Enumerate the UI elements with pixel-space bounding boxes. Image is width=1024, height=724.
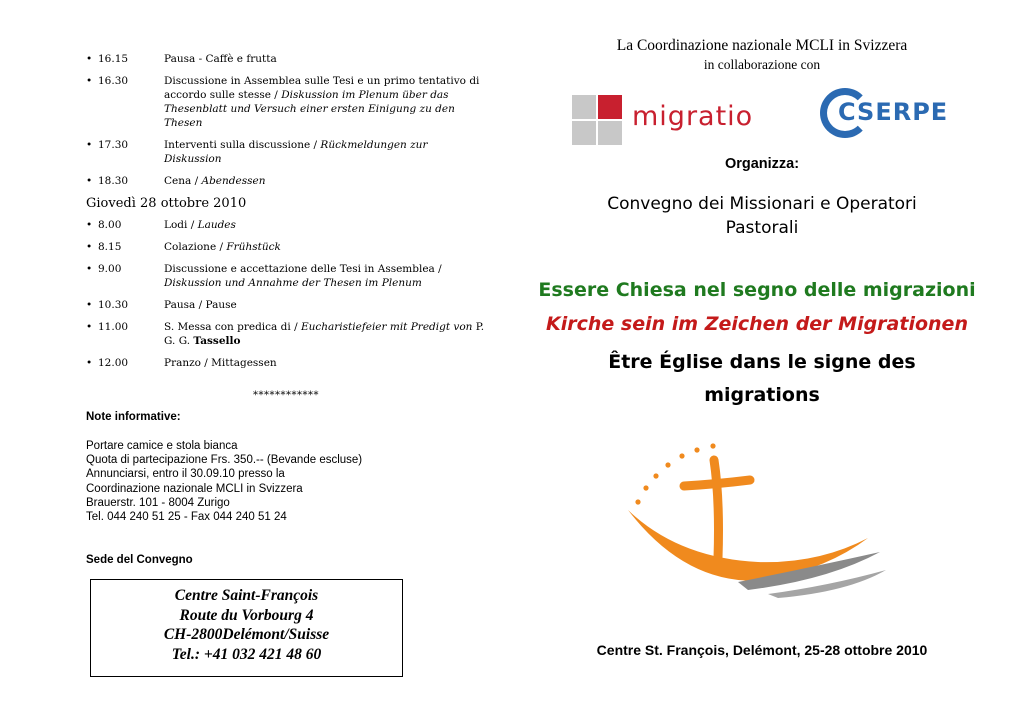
- schedule-desc: [164, 240, 486, 254]
- note-line: Coordinazione nazionale MCLI in Svizzera: [86, 482, 303, 495]
- bullet-icon: •: [86, 219, 93, 231]
- schedule-desc: [164, 74, 486, 130]
- schedule-text-de: Rückmeldungen zur Diskussion: [164, 139, 428, 165]
- schedule-time: 12.00: [98, 357, 129, 369]
- bullet-icon: •: [86, 175, 93, 187]
- schedule-item: [86, 356, 486, 370]
- note-line: Portare camice e stola bianca: [86, 440, 238, 452]
- schedule-text-de: Eucharistiefeier mit Predigt von: [300, 321, 473, 333]
- boat-cross-emblem-icon: [618, 440, 908, 600]
- schedule-list-evening: [86, 52, 486, 188]
- schedule-item: [86, 298, 486, 312]
- venue-line: Centre Saint-François: [174, 587, 319, 604]
- bullet-icon: •: [86, 241, 93, 253]
- schedule-text: Lodi /: [164, 219, 198, 231]
- schedule-time: 16.15: [98, 53, 129, 65]
- schedule-desc: [164, 262, 486, 290]
- schedule-text: Pranzo / Mittagessen: [164, 357, 277, 369]
- preacher-name: Tassello: [193, 335, 241, 347]
- day-title: Giovedì 28 ottobre 2010: [86, 196, 247, 211]
- schedule-time: 18.30: [98, 175, 129, 187]
- bullet-icon: •: [86, 321, 93, 333]
- schedule-desc: [164, 138, 486, 166]
- bullet-icon: •: [86, 263, 93, 275]
- schedule-item: [86, 218, 486, 232]
- schedule-desc: [164, 174, 486, 188]
- note-line: Quota di partecipazione Frs. 350.-- (Bevande escluse): [86, 454, 363, 467]
- cserpe-wordmark: CSERPE: [838, 98, 949, 126]
- schedule-text-de: Frühstück: [226, 241, 281, 253]
- schedule-text: S. Messa con predica di /: [164, 321, 301, 333]
- schedule-item: [86, 320, 486, 348]
- cserpe-logo: [820, 88, 949, 140]
- schedule-time: 9.00: [98, 263, 122, 275]
- schedule-list-thursday: [86, 218, 486, 370]
- schedule-text: Pausa - Caffè e frutta: [164, 53, 277, 65]
- venue-heading: Sede del Convegno: [86, 554, 193, 567]
- schedule-text: Cena /: [164, 175, 202, 187]
- schedule-item: [86, 74, 486, 130]
- migratio-logo: [572, 95, 752, 151]
- venue-line: Route du Vorbourg 4: [179, 606, 314, 624]
- notes-body: [86, 439, 486, 524]
- schedule-desc: [164, 218, 486, 232]
- schedule-desc: [164, 298, 486, 312]
- venue-line: CH-2800Delémont/Suisse: [163, 626, 330, 643]
- program-column: [86, 52, 486, 566]
- bullet-icon: •: [86, 357, 93, 369]
- event-footer: Centre St. François, Delémont, 25-28 ottobre 2010: [596, 642, 928, 658]
- schedule-text: Discussione e accettazione delle Tesi in Assemblea /: [164, 263, 442, 275]
- organizza-label: Organizza:: [724, 156, 800, 172]
- schedule-time: 11.00: [98, 321, 129, 333]
- title-french-line: Être Église dans le signe des: [608, 351, 916, 373]
- organizer-line: La Coordinazione nazionale MCLI in Svizzera: [616, 37, 908, 54]
- schedule-text-tail: P. G. G.: [164, 321, 485, 347]
- schedule-text: Colazione /: [164, 241, 227, 253]
- schedule-time: 8.00: [98, 219, 122, 231]
- notes-heading: Note informative:: [86, 411, 181, 423]
- separator-stars: ************: [253, 390, 319, 401]
- schedule-text: Discussione in Assemblea sulle Tesi e un primo tentativo di accordo sulle stesse /: [164, 75, 480, 101]
- schedule-desc: [164, 52, 486, 66]
- event-name: [560, 192, 964, 240]
- schedule-item: [86, 240, 486, 254]
- schedule-text-de: Diskussion und Annahme der Thesen im Plenum: [164, 277, 422, 289]
- title-french-line: migrations: [704, 384, 820, 406]
- venue-box: [90, 579, 403, 677]
- bullet-icon: •: [86, 139, 93, 151]
- schedule-time: 17.30: [98, 139, 129, 151]
- schedule-desc: [164, 320, 486, 348]
- schedule-item: [86, 262, 486, 290]
- schedule-text: Pausa / Pause: [164, 299, 237, 311]
- title-french: [560, 346, 964, 412]
- venue-line: Tel.: +41 032 421 48 60: [171, 645, 322, 663]
- schedule-item: [86, 174, 486, 188]
- schedule-time: 8.15: [98, 241, 122, 253]
- schedule-text-de: Diskussion im Plenum über das Thesenblatt und Versuch einer ersten Einigung zu den Thesen: [164, 89, 455, 129]
- bullet-icon: •: [86, 299, 93, 311]
- schedule-time: 16.30: [98, 75, 129, 87]
- title-italian: Essere Chiesa nel segno delle migrazioni: [538, 279, 976, 301]
- schedule-item: [86, 52, 486, 66]
- schedule-text-de: Laudes: [197, 219, 236, 231]
- schedule-text-de: Abendessen: [201, 175, 266, 187]
- event-name-line: Pastorali: [725, 218, 799, 238]
- event-name-line: Convegno dei Missionari e Operatori: [607, 194, 917, 214]
- migratio-wordmark: migratio: [632, 101, 754, 132]
- schedule-text: Interventi sulla discussione /: [164, 139, 321, 151]
- schedule-time: 10.30: [98, 299, 129, 311]
- note-line: Tel. 044 240 51 25 - Fax 044 240 51 24: [86, 511, 287, 524]
- note-line: Brauerstr. 101 - 8004 Zurigo: [86, 496, 230, 509]
- bullet-icon: •: [86, 53, 93, 65]
- migratio-grid-icon: [572, 95, 626, 149]
- schedule-desc: [164, 356, 486, 370]
- schedule-item: [86, 138, 486, 166]
- title-german: Kirche sein im Zeichen der Migrationen: [546, 313, 968, 335]
- collaboration-line: in collaborazione con: [703, 57, 821, 72]
- note-line: Annunciarsi, entro il 30.09.10 presso la: [86, 468, 285, 481]
- bullet-icon: •: [86, 75, 93, 87]
